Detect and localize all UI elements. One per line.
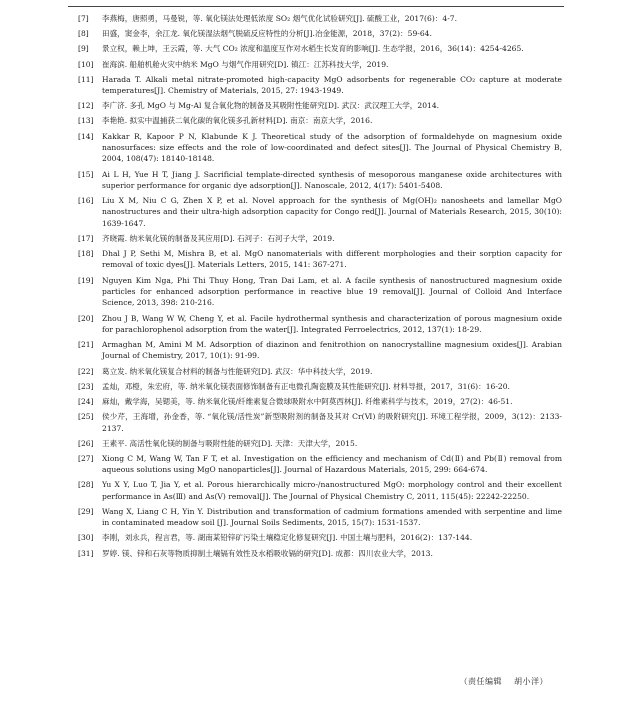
reference-item bbox=[78, 313, 562, 336]
reference-text: 葛立发. 纳米氧化镁复合材料的制备与性能研究[D]. 武汉：华中科技大学，2019. bbox=[102, 366, 373, 376]
reference-text: Kakkar R, Kapoor P N, Klabunde K J. Theoretical study of the adsorption of formaldehyde on magnesium oxide nanosurfaces: size effects and the role of low-coordinated and defect sites[J]. The Journal of Physical Chemistry B, 2004, 108(47): 18140-18148. bbox=[102, 131, 562, 164]
reference-text: Ai L H, Yue H T, Jiang J. Sacrificial template-directed synthesis of mesoporous manganese oxide architectures with superior performance for organic dye adsorption[J]. Nanoscale, 2012, 4(17): 5401-5408. bbox=[102, 169, 562, 190]
reference-text: Zhou J B, Wang W W, Cheng Y, et al. Facile hydrothermal synthesis and characterization of porous magnesium oxide for parachlorophenol adsorption from the water[J]. Integrated Ferroelectrics, 2012, 137(1): 18-29. bbox=[102, 313, 562, 334]
reference-number: [26] bbox=[78, 438, 94, 448]
reference-text: Nguyen Kim Nga, Phi Thi Thuy Hong, Tran Dai Lam, et al. A facile synthesis of nanostructured magnesium oxide particles for enhanced adsorption performance in reactive blue 19 removal[J]. Journal of Colloid And Interface Science, 2013, 398: 210-216. bbox=[102, 275, 562, 308]
reference-number: [19] bbox=[78, 275, 94, 285]
reference-item bbox=[78, 506, 562, 529]
reference-item bbox=[78, 532, 562, 543]
reference-number: [10] bbox=[78, 59, 94, 69]
reference-item bbox=[78, 479, 562, 502]
reference-item bbox=[78, 275, 562, 309]
reference-number: [16] bbox=[78, 196, 94, 206]
reference-number: [14] bbox=[78, 131, 94, 141]
reference-number: [27] bbox=[78, 453, 94, 463]
reference-number: [7] bbox=[78, 14, 89, 23]
reference-number: [23] bbox=[78, 381, 94, 391]
reference-text: 田盛，窦金李，余江龙. 氧化镁湿法烟气脱硫反应特性的分析[J].冶金能源，2018，37(2)：59-64. bbox=[102, 29, 432, 39]
reference-text: 侯少芹，王海增，孙金香，等. “氧化镁/活性炭”新型吸附剂的制备及其对 Cr(Ⅵ) 的吸附研究[J]. 环境工程学报，2009，3(12)：2133-2137. bbox=[102, 412, 562, 433]
reference-item bbox=[78, 381, 562, 392]
reference-item bbox=[78, 169, 562, 192]
reference-item bbox=[78, 74, 562, 97]
reference-text: 孟灿，邓橙，朱宏府，等. 纳米氧化镁表面修饰制备有正电微孔陶瓷膜及其性能研究[J]. 材料导报，2017，31(6)：16-20. bbox=[102, 381, 510, 391]
reference-item bbox=[78, 248, 562, 271]
reference-text: Liu X M, Niu C G, Zhen X P, et al. Novel approach for the synthesis of Mg(OH)₂ nanosheets and lamellar MgO nanostructures and their ultra-high adsorption capacity for Congo red[J]. Journal of Materials Research, 2015, 30(10): 1639-1647. bbox=[102, 196, 562, 228]
reference-text: Xiong C M, Wang W, Tan F T, et al. Investigation on the efficiency and mechanism of Cd(Ⅱ) and Pb(Ⅱ) removal from aqueous solutions using MgO nanoparticles[J]. Journal of Hazardous Materials, 2015, 299: 664-674. bbox=[102, 453, 562, 475]
reference-item bbox=[78, 28, 562, 39]
editor-name: 胡小洋） bbox=[514, 677, 548, 686]
reference-text: 景立权，赖上坤，王云霞，等. 大气 CO₂ 浓度和温度互作对水稻生长发育的影响[J]. 生态学报，2016，36(14)：4254-4265. bbox=[102, 44, 524, 54]
reference-list bbox=[78, 13, 562, 563]
reference-text: Yu X Y, Luo T, Jia Y, et al. Porous hierarchically micro-/nanostructured MgO: morphology control and their excellent performance in As(Ⅲ) and As(Ⅴ) removal[J]. The Journal of Physical Chemistry C, 2011, 115(45): 22242-22250. bbox=[102, 480, 562, 501]
reference-number: [13] bbox=[78, 116, 94, 126]
reference-text: 李广济. 多孔 MgO 与 Mg-Al 复合氧化物的制备及其吸附性能研究[D]. 武汉：武汉理工大学，2014. bbox=[102, 101, 440, 111]
reference-number: [31] bbox=[78, 548, 94, 558]
reference-item bbox=[78, 453, 562, 476]
reference-item bbox=[78, 366, 562, 377]
reference-item bbox=[78, 438, 562, 449]
editor-role: （责任编辑 bbox=[459, 677, 502, 686]
reference-number: [21] bbox=[78, 340, 94, 350]
reference-number: [28] bbox=[78, 480, 94, 490]
reference-text: 王素平. 高活性氧化镁的制备与吸附性能的研究[D]. 天津：天津大学，2015. bbox=[102, 438, 358, 448]
reference-text: 罗婷. 镁、锌和石灰等物质抑制土壤镉有效性及水稻吸收镉的研究[D]. 成都：四川农业大学，2013. bbox=[102, 548, 433, 558]
reference-text: Wang X, Liang C H, Yin Y. Distribution and transformation of cadmium formations amended with serpentine and lime in contaminated meadow soil [J]. Journal Soils Sediments, 2015, 15(7): 1531-1537. bbox=[102, 506, 562, 528]
reference-number: [24] bbox=[78, 396, 94, 406]
reference-item bbox=[78, 100, 562, 111]
reference-item bbox=[78, 233, 562, 244]
reference-text: 齐晓霞. 纳米氧化镁的制备及其应用[D]. 石河子：石河子大学，2019. bbox=[102, 233, 335, 243]
reference-item bbox=[78, 59, 562, 70]
reference-number: [17] bbox=[78, 233, 94, 243]
reference-number: [15] bbox=[78, 169, 94, 179]
reference-number: [8] bbox=[78, 29, 89, 39]
reference-number: [22] bbox=[78, 366, 94, 376]
reference-item bbox=[78, 43, 562, 54]
reference-text: 麻灿，戴学海，吴锶美，等. 纳米氧化镁/纤维素复合微球吸附水中阿莫西林[J]. 纤维素科学与技术，2019，27(2)：46-51. bbox=[102, 396, 513, 406]
reference-item bbox=[78, 115, 562, 126]
reference-number: [29] bbox=[78, 506, 94, 516]
reference-item bbox=[78, 411, 562, 434]
reference-item bbox=[78, 131, 562, 165]
reference-number: [9] bbox=[78, 44, 89, 54]
reference-text: 李艳艳. 拟实中温捕获二氧化碳的氧化镁多孔新材料[D]. 南京：南京大学，2016. bbox=[102, 116, 373, 126]
reference-item bbox=[78, 548, 562, 559]
reference-text: Harada T. Alkali metal nitrate-promoted high-capacity MgO adsorbents for regenerable CO₂ capture at moderate temperatures[J]. Chemistry of Materials, 2015, 27: 1943-1949. bbox=[102, 74, 562, 96]
responsible-editor bbox=[460, 676, 549, 687]
reference-item bbox=[78, 339, 562, 362]
reference-text: 李刚，刘永兵，程言君，等. 湖南某铅锌矿污染土壤稳定化修复研究[J]. 中国土壤与肥料，2016(2)：137-144. bbox=[102, 533, 473, 543]
reference-text: Armaghan M, Amini M M. Adsorption of diazinon and fenitrothion on nanocrystalline magnesium oxides[J]. Arabian Journal of Chemistry, 2017, 10(1): 91-99. bbox=[102, 340, 562, 361]
reference-text: 李燕梅，唐照勇，马曼锐，等. 氧化镁法处理低浓度 SO₂ 烟气优化试验研究[J]. 硫酸工业，2017(6)：4-7. bbox=[102, 14, 458, 23]
reference-number: [20] bbox=[78, 313, 94, 323]
top-rule bbox=[68, 6, 564, 7]
reference-number: [12] bbox=[78, 101, 94, 111]
reference-number: [18] bbox=[78, 249, 94, 259]
reference-number: [11] bbox=[78, 74, 94, 84]
reference-number: [30] bbox=[78, 533, 94, 543]
reference-number: [25] bbox=[78, 412, 94, 422]
reference-text: Dhal J P, Sethi M, Mishra B, et al. MgO nanomaterials with different morphologies and their sorption capacity for removal of toxic dyes[J]. Materials Letters, 2015, 141: 367-271. bbox=[102, 249, 562, 270]
reference-text: 崔海滨. 船舶机舱火灾中纳米 MgO 与烟气作用研究[D]. 镇江：江苏科技大学，2019. bbox=[102, 59, 389, 69]
reference-item bbox=[78, 13, 562, 24]
reference-item bbox=[78, 195, 562, 229]
reference-item bbox=[78, 396, 562, 407]
